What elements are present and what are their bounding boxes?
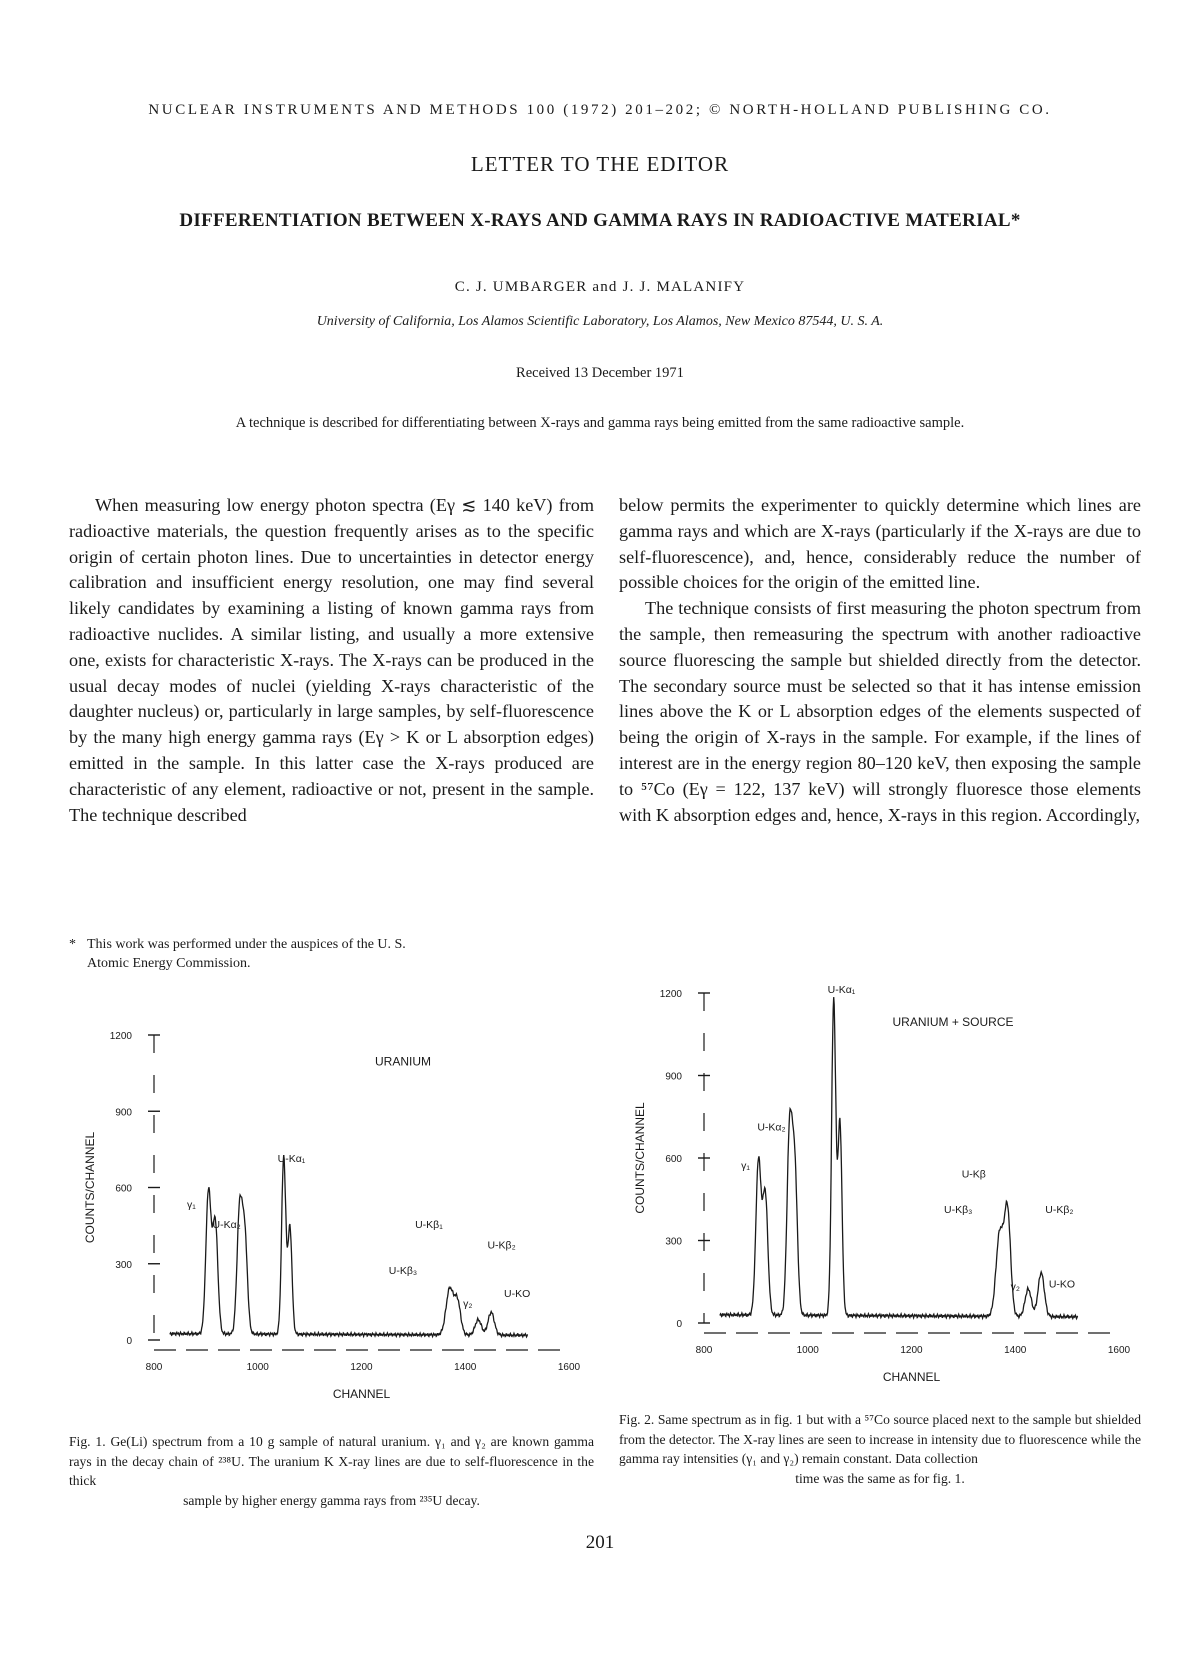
y-tick-label: 300 [115, 1259, 132, 1271]
spectrum-line [170, 1155, 531, 1337]
x-axis-label: CHANNEL [332, 1387, 391, 1401]
page-number: 201 [585, 1532, 615, 1553]
footnote [69, 935, 594, 973]
figure-2-caption [619, 1410, 1141, 1488]
caption-text: Fig. 1. Ge(Li) spectrum from a 10 g sample of natural uranium. γ₁ and γ₂ are known gamma rays in the decay chain of ²³⁸U. The uranium K X-ray lines are due to self-fluorescence in the thick [69, 1434, 594, 1488]
peak-label: U-Kα₂ [212, 1219, 241, 1232]
y-tick-label: 900 [115, 1107, 132, 1119]
y-tick-label: 300 [665, 1236, 682, 1248]
footnote-text: This work was performed under the auspices of the U. S. [87, 937, 406, 952]
x-tick-label: 1200 [350, 1362, 373, 1373]
y-tick-label: 1200 [659, 989, 682, 1000]
x-tick-label: 1400 [454, 1362, 477, 1373]
y-tick-label: 600 [665, 1154, 682, 1165]
x-tick-label: 800 [145, 1362, 163, 1373]
received-date: Received 13 December 1971 [516, 365, 684, 381]
y-tick-label: 0 [126, 1336, 132, 1347]
body-paragraph: When measuring low energy photon spectra (Eγ ≲ 140 keV) from radioactive materials, the question frequently arises as to the specific origin of certain photon lines. Due to uncertainties in detector energy calibration and insufficient energy resolution, one may find several likely candidates by examining a listing of known gamma rays from radioactive nuclides. A similar listing, and usually a more extensive one, exists for characteristic X-rays. The X-rays can be produced in the usual decay modes of nuclei (yielding X-rays characteristic of the daughter nucleus) or, particularly in large samples, by self-fluorescence by the many high energy gamma rays (Eγ > K or L absorption edges) emitted in the sample. In this latter case the X-rays produced are characteristic of any element, radioactive or not, present in the sample. The technique described [69, 495, 594, 825]
x-tick-label: 1200 [900, 1345, 923, 1356]
peak-label: U-Kβ₁ [415, 1219, 443, 1232]
body-paragraph: below permits the experimenter to quickly determine which lines are gamma rays and which are X-rays (particularly if the X-rays are due to self-fluorescence), and, hence, considerably reduce the number of possible choices for the origin of the emitted line. [619, 495, 1141, 593]
footnote-mark: * [69, 937, 76, 952]
authors: C. J. UMBARGER and J. J. MALANIFY [454, 279, 746, 295]
peak-label: U-Kβ₃ [388, 1264, 418, 1277]
peak-label: U-KO [504, 1287, 531, 1300]
peak-label: U-Kα₁ [827, 984, 856, 996]
peak-label: U-Kα₂ [757, 1121, 786, 1134]
peak-label: γ₁ [741, 1160, 750, 1172]
figure-2-chart [619, 968, 1149, 1408]
peak-label: U-Kβ [961, 1168, 986, 1181]
peak-label: U-Kβ₂ [1045, 1204, 1074, 1216]
peak-label: γ₁ [186, 1198, 196, 1211]
caption-text: time was the same as for fig. 1. [795, 1470, 965, 1486]
section-heading: LETTER TO THE EDITOR [470, 152, 730, 176]
body-paragraph: The technique consists of first measuring the photon spectrum from the sample, then remeasuring the spectrum with another radioactive source fluorescing the sample but shielded directly from the detector. The secondary source must be selected so that it has intense emission lines above the K or L absorption edges of the elements suspected of being the origin of X-rays in the sample. For example, if the lines of interest are in the energy region 80–120 keV, then exposing the sample to ⁵⁷Co (Eγ = 122, 137 keV) will strongly fluoresce those elements with K absorption edges and, hence, X-rays in this region. Accordingly, [619, 598, 1141, 825]
y-tick-label: 1200 [109, 1031, 132, 1042]
y-tick-label: 0 [676, 1319, 682, 1330]
y-axis-label: COUNTS/CHANNEL [83, 1131, 97, 1244]
caption-text: Fig. 2. Same spectrum as in fig. 1 but with a ⁵⁷Co source placed next to the sample but shielded from the detector. The X-ray lines are seen to increase in intensity due to fluorescence while the gamma ray intensities (γ₁ and γ₂) remain constant. Data collection [619, 1412, 1141, 1466]
y-tick-label: 600 [115, 1183, 132, 1195]
figure-1-caption [69, 1432, 594, 1510]
x-axis-label: CHANNEL [882, 1370, 941, 1384]
x-tick-label: 1600 [557, 1362, 581, 1373]
footnote-text: Atomic Energy Commission. [87, 956, 251, 971]
affiliation: University of California, Los Alamos Scientific Laboratory, Los Alamos, New Mexico 87544, U. S. A. [316, 314, 884, 329]
caption-text: sample by higher energy gamma rays from ²³⁵U decay. [183, 1492, 480, 1508]
chart-title: URANIUM [375, 1054, 431, 1069]
article-title: DIFFERENTIATION BETWEEN X-RAYS AND GAMMA RAYS IN RADIOACTIVE MATERIAL* [179, 210, 1021, 231]
peak-label: U-Kα₁ [277, 1153, 306, 1166]
y-tick-label: 900 [665, 1071, 682, 1083]
x-tick-label: 1400 [1004, 1345, 1027, 1356]
journal-header: NUCLEAR INSTRUMENTS AND METHODS 100 (1972) 201–202; © NORTH-HOLLAND PUBLISHING CO. [148, 102, 1052, 118]
spectrum-line [720, 997, 1078, 1319]
peak-label: U-Kβ₃ [943, 1204, 973, 1216]
body-left-column [69, 493, 594, 828]
peak-label: γ₂ [1010, 1281, 1020, 1293]
abstract: A technique is described for differentiating between X-rays and gamma rays being emitted from the same radioactive sample. [235, 415, 965, 431]
peak-label: U-Kβ₂ [487, 1239, 516, 1252]
x-tick-label: 1600 [1107, 1345, 1131, 1356]
peak-label: γ₂ [463, 1297, 473, 1310]
peak-label: U-KO [1048, 1278, 1076, 1291]
y-axis-label: COUNTS/CHANNEL [633, 1102, 647, 1214]
x-tick-label: 1000 [246, 1362, 269, 1373]
body-right-column [619, 493, 1141, 828]
chart-title: URANIUM + SOURCE [892, 1015, 1014, 1029]
x-tick-label: 1000 [796, 1345, 819, 1356]
figure-1-chart [69, 1005, 599, 1425]
x-tick-label: 800 [695, 1345, 713, 1356]
